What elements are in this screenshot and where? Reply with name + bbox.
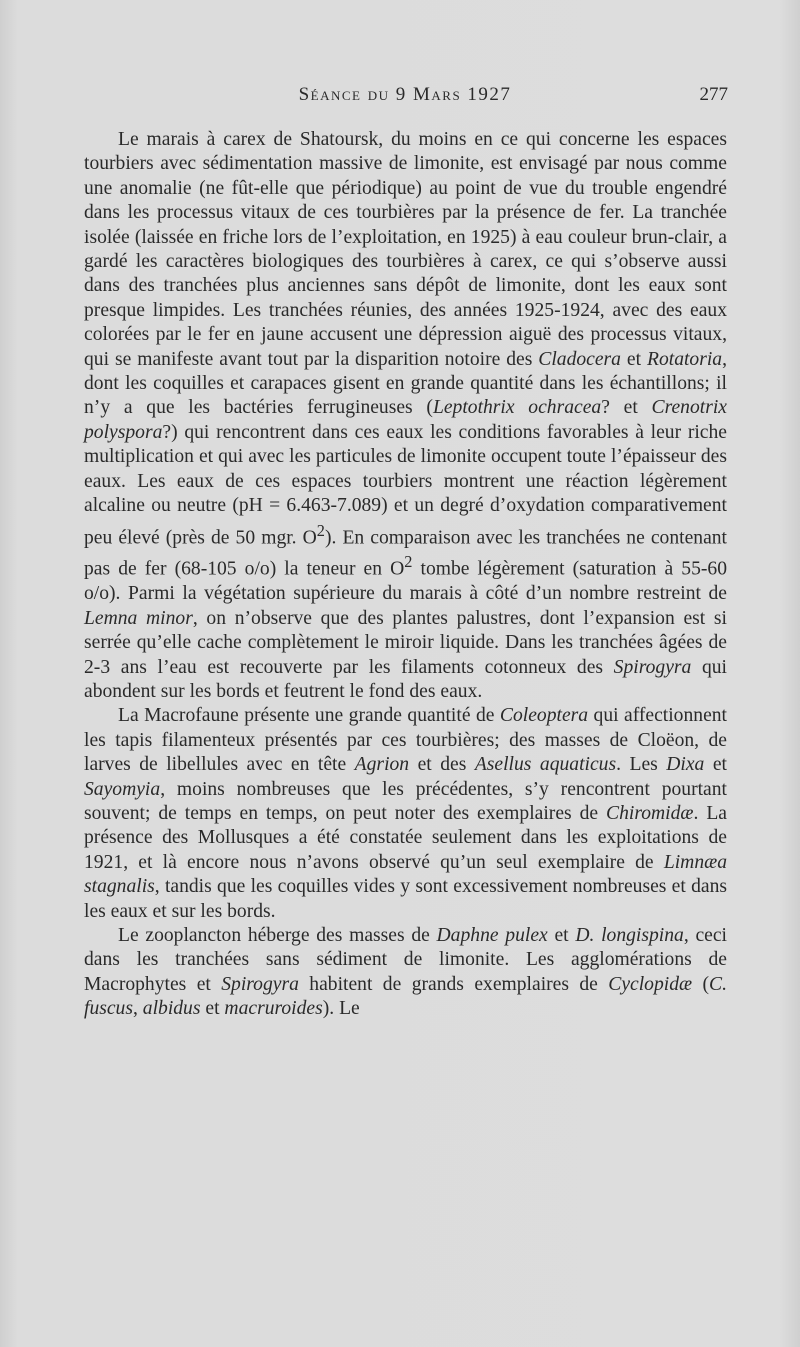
taxon-name: Daphne pulex (436, 925, 548, 947)
superscript: 2 (316, 520, 325, 540)
taxon-name: Dixa (666, 754, 705, 776)
paragraph-2: La Macrofaune présente une grande quantité de Coleoptera qui affectionnent les tapis filamenteux présentés par ces tourbières; des masses de Cloëon, de larves de libellules avec en tête Agrion et des Asellus aquaticus. Les Dixa et Sayomyia, moins nombreuses que les précédentes, s’y rencontrent pourtant souvent; de temps en temps, on peut noter des exemplaires de Chiromidæ. La présence des Mollusques a été constatée seulement dans les exploitations de 1921, et là encore nous n’avons observé qu’un seul exemplaire de Limnæa stagnalis, tandis que les coquilles vides y sont excessivement nombreuses et dans les eaux et sur les bords. (84, 705, 728, 922)
taxon-name: albidus (142, 998, 201, 1020)
taxon-name: Chiromidæ (606, 803, 694, 825)
taxon-name: Leptothrix ochracea (432, 397, 602, 419)
paragraph-3: Le zooplancton héberge des masses de Daphne pulex et D. longispina, ceci dans les tranchées sans sédiment de limonite. Les agglomérations de Macrophytes et Spirogyra habitent de grands exemplaires de Cyclopidæ (C. fuscus, albidus et macruroides). Le (84, 925, 727, 1020)
taxon-name: Spirogyra (221, 973, 299, 995)
taxon-name: Limnæa stagnalis (84, 851, 727, 898)
page-number: 277 (699, 84, 728, 105)
taxon-name: Cladocera (538, 348, 621, 370)
taxon-name: macruroides (224, 998, 323, 1020)
taxon-name: Sayomyia (84, 778, 161, 800)
taxon-name: Asellus aquaticus (474, 754, 617, 776)
body-text (84, 128, 727, 1022)
taxon-name: C. fuscus (84, 973, 727, 1020)
paragraph-1: Le marais à carex de Shatoursk, du moins en ce qui concerne les espaces tourbiers avec sédimentation massive de limonite, est envisagé par nous comme une anomalie (ne fût-elle que périodique) au point de vue du trouble engendré dans les processus vitaux de ces tourbières par la présence de fer. La tranchée isolée (laissée en friche lors de l’exploitation, en 1925) à eau couleur brun-clair, a gardé les caractères biologiques des tourbières à carex, ce qui s’observe aussi dans des tranchées plus anciennes sans dépôt de limonite, dont les eaux sont presque limpides. Les tranchées réunies, des années 1925-1924, avec des eaux colorées par le fer en jaune accusent une dépression aiguë des processus vitaux, qui se manifeste avant tout par la disparition notoire des Cladocera et Rotatoria, dont les coquilles et carapaces gisent en grande quantité dans les échantillons; il n’y a que les bactéries ferrugineuses (Leptothrix ochracea? et Crenotrix polyspora?) qui rencontrent dans ces eaux les conditions favorables à leur riche multiplication et qui avec les particules de limonite occupent toute l’épaisseur des eaux. Les eaux de ces espaces tourbiers montrent une réaction légèrement alcaline ou neutre (pH = 6.463-7.089) et un degré d’oxydation comparativement peu élevé (près de 50 mgr. $O^2$). En comparaison avec les tranchées ne contenant pas de fer (68-105 o/o) la teneur en $O^2$ tombe légèrement (saturation à 55-60 o/o). Parmi la végétation supérieure du marais à côté d’un nombre restreint de Lemna minor, on n’observe que des plantes palustres, dont l’expansion est si serrée qu’elle cache complètement le miroir liquide. Dans les tranchées âgées de 2-3 ans l’eau est recouverte par les filaments cotonneux des Spirogyra qui abondent sur les bords et feutrent le fond des eaux. (84, 129, 728, 702)
page-header (82, 84, 728, 114)
running-head: Séance du 9 Mars 1927 (298, 84, 512, 105)
taxon-name: Spirogyra (613, 656, 692, 678)
taxon-name: Agrion (354, 754, 410, 776)
taxon-name: D. longispina (575, 925, 684, 947)
taxon-name: Crenotrix polyspora (84, 397, 727, 443)
taxon-name: Coleoptera (499, 705, 589, 727)
taxon-name: Rotatoria (646, 348, 723, 370)
taxon-name: Lemna minor (84, 607, 193, 629)
taxon-name: Cyclopidæ (608, 973, 693, 995)
superscript: 2 (404, 552, 413, 572)
